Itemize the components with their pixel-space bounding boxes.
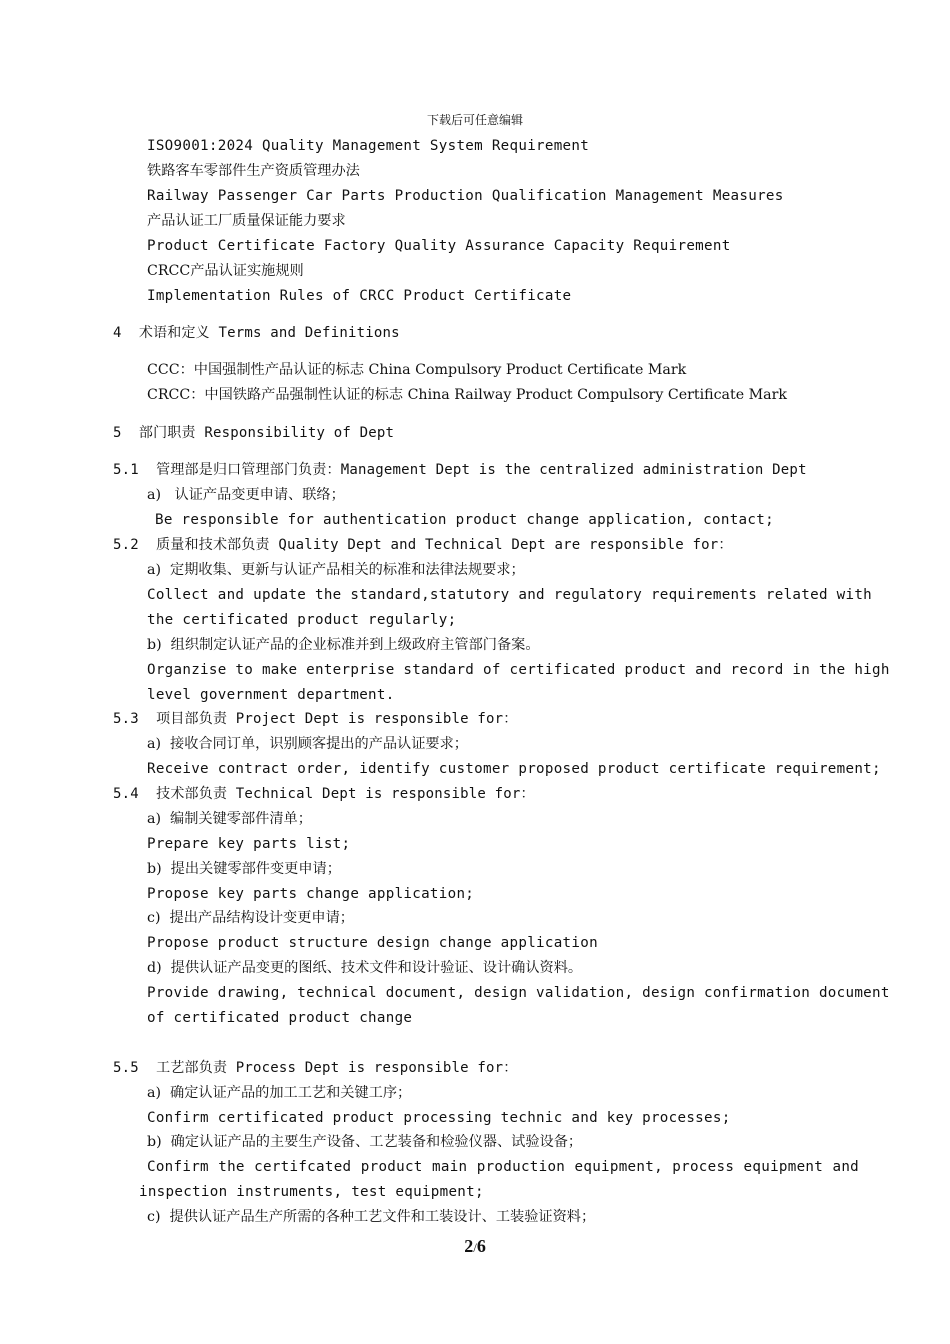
definition-item: CCC：中国强制性产品认证的标志 China Compulsory Product Certificate Mark [147,362,687,378]
definition-item: CRCC：中国铁路产品强制性认证的标志 China Railway Product Compulsory Certificate Mark [147,387,787,403]
item-cn: b) 提出关键零部件变更申请； [147,861,341,877]
reference-line: CRCC产品认证实施规则 [147,263,304,279]
item-en: Receive contract order, identify customer proposed product certificate requirement; [147,761,881,777]
item-cn: c) 提供认证产品生产所需的各种工艺文件和工装设计、工装验证资料； [147,1209,596,1225]
item-cn: a) 确定认证产品的加工工艺和关键工序； [147,1085,412,1101]
item-cn: a) 编制关键零部件清单； [147,811,312,827]
item-cn: b) 组织制定认证产品的企业标准并到上级政府主管部门备案。 [147,637,540,653]
item-en: Provide drawing, technical document, design validation, design confirmation document [147,985,890,1001]
item-en: Propose product structure design change application [147,935,598,951]
reference-line: Railway Passenger Car Parts Production Qualification Management Measures [147,188,784,204]
subsection-heading: 5.1 管理部是归口管理部门负责：Management Dept is the centralized administration Dept [113,462,807,478]
item-cn: a) 定期收集、更新与认证产品相关的标准和法律法规要求； [147,562,525,578]
reference-line: 铁路客车零部件生产资质管理办法 [147,163,360,179]
item-en: Confirm certificated product processing technic and key processes; [147,1110,731,1126]
subsection-heading: 5.5 工艺部负责 Process Dept is responsible for： [113,1060,518,1076]
page-current: 2 [464,1236,474,1256]
section-heading: 4 术语和定义 Terms and Definitions [113,325,400,341]
page-separator: / [473,1240,477,1255]
reference-line: Product Certificate Factory Quality Assurance Capacity Requirement [147,238,731,254]
item-en: Organzise to make enterprise standard of certificated product and record in the high [147,662,890,678]
item-cn: c) 提出产品结构设计变更申请； [147,910,354,926]
item-en: of certificated product change [147,1010,413,1026]
item-cn: a) 接收合同订单，识别顾客提出的产品认证要求； [147,736,468,752]
subsection-heading: 5.2 质量和技术部负责 Quality Dept and Technical Dept are responsible for： [113,537,733,553]
subsection-heading: 5.3 项目部负责 Project Dept is responsible for： [113,711,518,727]
item-en: inspection instruments, test equipment; [139,1184,484,1200]
section-heading: 5 部门职责 Responsibility of Dept [113,425,395,441]
item-en: Be responsible for authentication product change application, contact; [155,512,774,528]
page-total: 6 [476,1236,486,1256]
page-number [0,1236,950,1257]
reference-line: 产品认证工厂质量保证能力要求 [147,213,346,229]
reference-line: Implementation Rules of CRCC Product Certificate [147,288,572,304]
item-cn: d) 提供认证产品变更的图纸、技术文件和设计验证、设计确认资料。 [147,960,583,976]
item-en: Prepare key parts list; [147,836,351,852]
item-en: the certificated product regularly; [147,612,457,628]
item-en: Propose key parts change application; [147,886,475,902]
page-header: 下载后可任意编辑 [426,113,523,127]
item-en: level government department. [147,687,395,703]
item-cn: a) 认证产品变更申请、联络； [147,487,345,503]
subsection-heading: 5.4 技术部负责 Technical Dept is responsible for： [113,786,535,802]
item-cn: b) 确定认证产品的主要生产设备、工艺装备和检验仪器、试验设备； [147,1134,583,1150]
item-en: Collect and update the standard,statutory and regulatory requirements related with [147,587,873,603]
reference-line: ISO9001:2024 Quality Management System Requirement [147,138,590,154]
item-en: Confirm the certifcated product main production equipment, process equipment and [147,1159,859,1175]
